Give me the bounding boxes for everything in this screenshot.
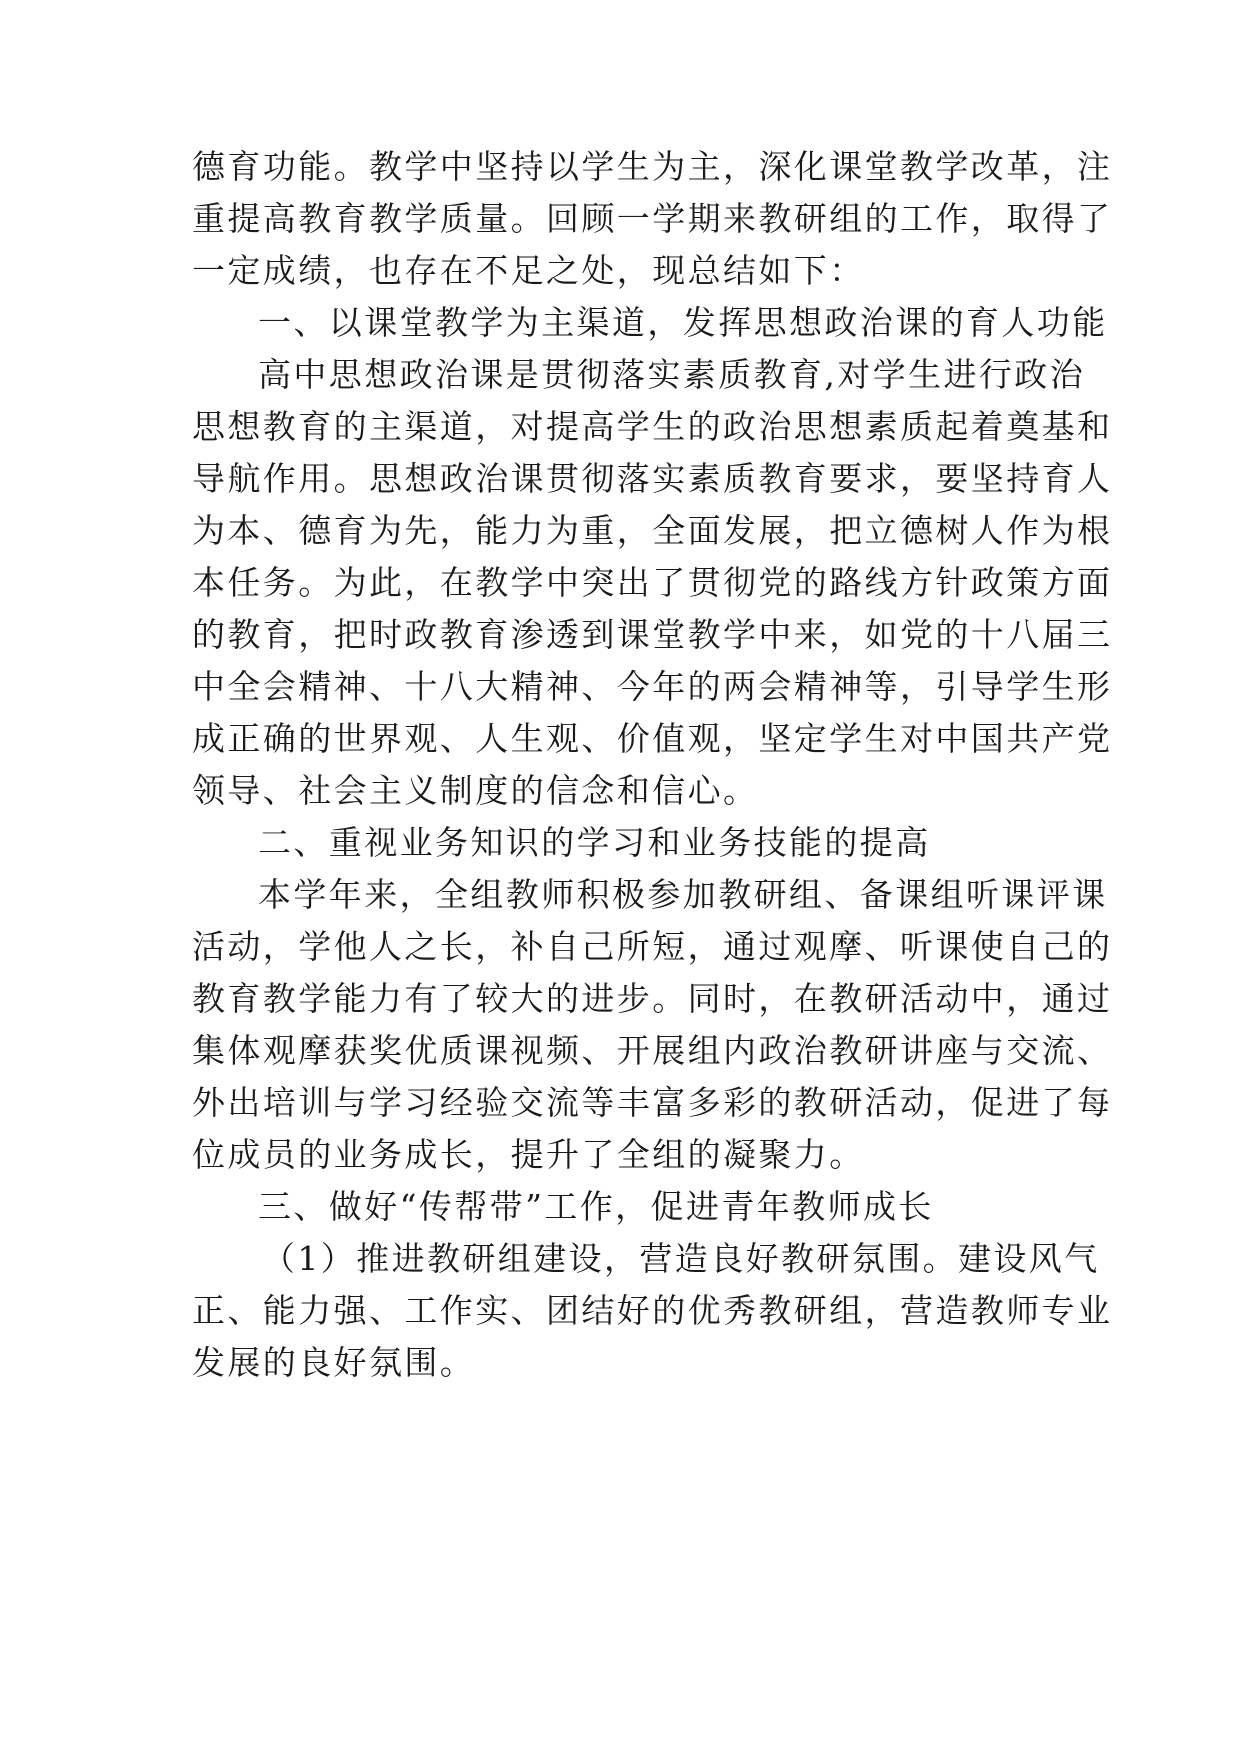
paragraph-line: 导航作用。思想政治课贯彻落实素质教育要求，要坚持育人 <box>192 459 1113 498</box>
paragraph-line: 正、能力强、工作实、团结好的优秀教研组，营造教师专业 <box>192 1291 1113 1330</box>
paragraph-line: 德育功能。教学中坚持以学生为主，深化课堂教学改革，注 <box>192 147 1113 186</box>
paragraph-line: 本学年来，全组教师积极参加教研组、备课组听课评课 <box>258 875 1108 914</box>
paragraph-line: 集体观摩获奖优质课视频、开展组内政治教研讲座与交流、 <box>192 1031 1113 1070</box>
paragraph-line: 重提高教育教学质量。回顾一学期来教研组的工作，取得了 <box>192 199 1113 238</box>
paragraph-line: 为本、德育为先，能力为重，全面发展，把立德树人作为根 <box>192 511 1113 550</box>
paragraph-line: 教育教学能力有了较大的进步。同时，在教研活动中，通过 <box>192 979 1113 1018</box>
paragraph-line: 位成员的业务成长，提升了全组的凝聚力。 <box>192 1135 865 1174</box>
section-heading-2: 二、重视业务知识的学习和业务技能的提高 <box>258 823 931 862</box>
paragraph-line: 一定成绩，也存在不足之处，现总结如下： <box>192 251 865 290</box>
paragraph-line: （1）推进教研组建设，营造良好教研氛围。建设风气 <box>262 1239 1100 1278</box>
paragraph-line: 中全会精神、十八大精神、今年的两会精神等，引导学生形 <box>192 667 1113 706</box>
section-heading-3: 三、做好“传帮带”工作，促进青年教师成长 <box>258 1187 934 1226</box>
paragraph-line: 领导、社会主义制度的信念和信心。 <box>192 771 759 810</box>
paragraph-line: 的教育，把时政教育渗透到课堂教学中来，如党的十八届三 <box>192 615 1113 654</box>
paragraph-line: 外出培训与学习经验交流等丰富多彩的教研活动，促进了每 <box>192 1083 1113 1122</box>
paragraph-line: 本任务。为此，在教学中突出了贯彻党的路线方针政策方面 <box>192 563 1113 602</box>
paragraph-line: 思想教育的主渠道，对提高学生的政治思想素质起着奠基和 <box>192 407 1113 446</box>
paragraph-line: 高中思想政治课是贯彻落实素质教育,对学生进行政治 <box>258 355 1086 394</box>
section-heading-1: 一、以课堂教学为主渠道，发挥思想政治课的育人功能 <box>258 303 1108 342</box>
paragraph-line: 活动，学他人之长，补自己所短，通过观摩、听课使自己的 <box>192 927 1113 966</box>
paragraph-line: 成正确的世界观、人生观、价值观，坚定学生对中国共产党 <box>192 719 1113 758</box>
paragraph-line: 发展的良好氛围。 <box>192 1343 476 1382</box>
